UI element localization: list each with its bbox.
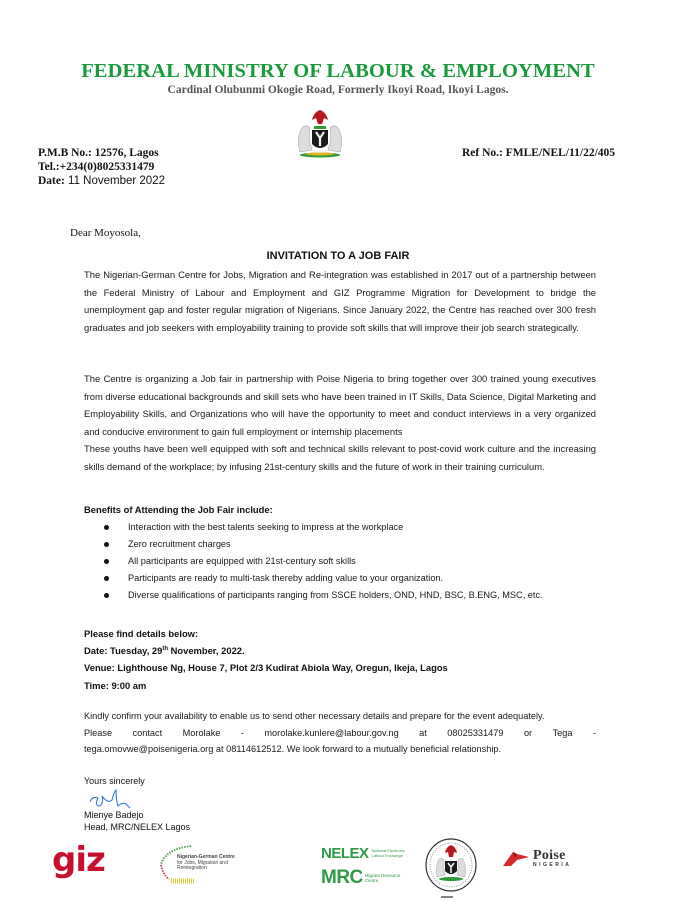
confirm-line-2 — [84, 725, 596, 742]
bullet-icon — [104, 542, 109, 547]
bullet-icon — [104, 576, 109, 581]
benefit-item — [84, 519, 604, 536]
reference-number: Ref No.: FMLE/NEL/11/22/405 — [462, 147, 616, 159]
ministry-address: Cardinal Olubunmi Okogie Road, Formerly Ikoyi Road, Ikoyi Lagos. — [167, 84, 509, 96]
bullet-icon — [104, 593, 109, 598]
confirm-word: at — [419, 727, 427, 738]
mrc-subtitle: Migrant Resource Centre — [364, 873, 401, 883]
signatory-name: Mienye Badejo — [84, 810, 144, 820]
paragraph-job-fair-text: The Centre is organizing a Job fair in partnership with Poise Nigeria to bring together over 300 trained young executives from diverse educational backgrounds and skill sets who have been trained in IT Skills, Data Science, Digital Marketing and Employability Skills, and Organizations who will have the opportunity to meet and conduct interviews in a very organized and conducive environment to gain full employment or internship placements — [84, 373, 596, 437]
details-intro: Please find details below: — [84, 628, 199, 639]
ngc-sub2: Reintegration — [177, 865, 207, 871]
benefit-text: Diverse qualifications of participants ranging from SSCE holders, OND, HND, BSC, B.ENG, MSC, etc. — [128, 590, 543, 601]
bullet-icon — [104, 559, 109, 564]
letter-date — [38, 174, 165, 188]
valediction: Yours sincerely — [84, 776, 145, 786]
mrc-logo — [321, 868, 401, 888]
pmb-number: P.M.B No.: 12576, Lagos — [38, 147, 159, 159]
telephone: Tel.:+234(0)8025331479 — [38, 161, 155, 173]
phone-morolake: 08025331479 — [447, 727, 504, 738]
confirm-line-1: Kindly confirm your availability to enable us to send other necessary details and prepare for the event adequately. — [84, 711, 545, 721]
bullet-icon — [104, 525, 109, 530]
event-details — [84, 625, 604, 694]
paragraph-intro: The Nigerian-German Centre for Jobs, Migration and Re-integration was established in 2017 out of a partnership between the Federal Ministry of Labour and Employment and GIZ Programme Migration for Development to bridge the unemployment gap and foster regular migration of Nigerians. Since January 2022, the Centre has reached over 300 fresh graduates and job seekers with employability training to provide soft skills that will improve their job search strategically. — [84, 269, 596, 333]
confirm-paragraph — [84, 708, 596, 758]
benefit-text: Participants are ready to multi-task thereby adding value to your organization. — [128, 573, 444, 584]
contact-name-tega: Tega — [552, 727, 573, 738]
paragraph-youths-text: These youths have been well equipped with soft and technical skills relevant to post-covid work culture and the increasing skills demand of the workplace; by infusing 21st-century skills and the future of work in their training curriculum. — [84, 443, 596, 472]
confirm-word: Please — [84, 727, 113, 738]
event-date-suffix: November, 2022. — [168, 645, 245, 657]
confirm-word: or — [523, 727, 533, 738]
signatory — [84, 810, 190, 833]
salutation: Dear Moyosola, — [70, 227, 141, 239]
poise-subtitle: NIGERIA — [533, 861, 572, 868]
poise-logo — [503, 848, 571, 868]
event-date-prefix: Date: Tuesday, 29 — [84, 645, 163, 657]
ministry-title: FEDERAL MINISTRY OF LABOUR & EMPLOYMENT — [81, 60, 595, 82]
poise-name: Poise — [533, 847, 566, 863]
signatory-position: Head, MRC/NELEX Lagos — [84, 821, 191, 832]
confirm-word: - — [240, 727, 244, 738]
ngc-sub1: for Jobs, Migration and — [177, 859, 228, 866]
confirm-word: contact — [132, 727, 163, 738]
contact-name-morolake: Morolake — [182, 727, 221, 738]
benefit-item — [84, 536, 604, 553]
event-date — [84, 642, 604, 659]
nelex-logo — [321, 845, 412, 863]
benefit-item — [84, 587, 604, 604]
date-label: Date: — [38, 175, 65, 187]
event-time: Time: 9:00 am — [84, 679, 147, 691]
poise-wordmark — [533, 849, 571, 868]
benefit-item — [84, 570, 604, 587]
nelex-wordmark: NELEX — [321, 844, 369, 862]
benefit-text: All participants are equipped with 21st-century soft skills — [128, 556, 356, 567]
event-venue: Venue: Lighthouse Ng, House 7, Plot 2/3 Kudirat Abiola Way, Oregun, Ikeja, Lagos — [84, 662, 448, 674]
signature-icon — [86, 788, 136, 812]
confirm-line-3: tega.omovwe@poisenigeria.org at 08114612512. We look forward to a mutually beneficial relationship. — [84, 744, 502, 754]
event-date-sup: th — [162, 646, 168, 653]
letter-title: INVITATION TO A JOB FAIR — [266, 250, 410, 262]
poise-mark-icon — [503, 848, 529, 868]
benefits-list — [84, 519, 604, 604]
benefit-text: Interaction with the best talents seeking to impress at the workplace — [128, 522, 404, 532]
coat-of-arms-icon — [290, 108, 350, 158]
date-value: 11 November 2022 — [68, 175, 165, 187]
paragraph-job-fair — [84, 370, 596, 475]
ngc-logo — [155, 843, 255, 889]
email-link-morolake[interactable]: morolake.kunlere@labour.gov.ng — [264, 727, 399, 738]
benefit-text: Zero recruitment charges — [128, 539, 231, 550]
mrc-wordmark: MRC — [321, 867, 363, 888]
benefits-heading: Benefits of Attending the Job Fair include: — [84, 504, 273, 515]
nelex-subtitle: National Electronic Labour Exchange — [371, 848, 405, 858]
coat-of-arms-seal-icon — [423, 837, 479, 899]
benefit-item — [84, 553, 604, 570]
ngc-text — [177, 855, 235, 872]
ngc-title: Nigerian-German Centre — [177, 854, 235, 860]
confirm-word: - — [592, 727, 596, 738]
giz-logo: giz — [52, 840, 105, 880]
